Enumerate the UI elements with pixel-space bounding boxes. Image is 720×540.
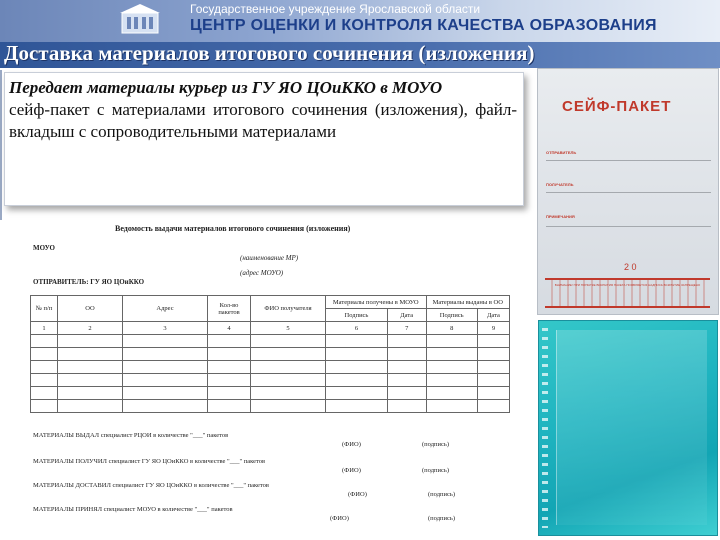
form-title: Ведомость выдачи материалов итогового сочинения (изложения): [115, 224, 351, 233]
table-header-cell: ФИО получателя: [251, 296, 326, 322]
table-header-cell: Материалы выданы в ОО: [426, 296, 510, 309]
signature-fio-label: (ФИО): [348, 491, 367, 498]
safe-bag-field-line: [546, 160, 711, 161]
description-box: [4, 72, 524, 206]
table-number-cell: 3: [123, 322, 208, 335]
table-row: [31, 348, 510, 361]
form-mouo-label: МОУО: [33, 244, 55, 252]
intro-text: Передает материалы курьер из ГУ ЯО ЦОиККО в МОУО: [9, 78, 443, 97]
table-header-cell: Материалы получены в МОУО: [326, 296, 427, 309]
signature-sign-label: (подпись): [428, 491, 455, 498]
safe-bag-number: 2 0: [624, 262, 637, 272]
form-name-mr-label: (наименование МР): [240, 254, 299, 262]
safe-bag-field-line: [546, 192, 711, 193]
form-address-label: (адрес МОУО): [240, 269, 284, 277]
safe-bag-warning-band: [545, 278, 710, 308]
safe-bag-field-label: ПРИМЕЧАНИЯ: [546, 214, 575, 219]
safe-bag-title: СЕЙФ-ПАКЕТ: [562, 98, 672, 115]
safe-bag-warning-text: ВНИМАНИЕ! ПРИ ПОПЫТКЕ ВСКРЫТИЯ ПАКЕТА ПОЯВЛЯЕТСЯ НАДПИСЬ ВСКРЫТИЕ ЗАПРЕЩЕНО: [554, 283, 701, 287]
table-header-cell: Адрес: [123, 296, 208, 322]
signature-line-accepted: МАТЕРИАЛЫ ПРИНЯЛ специалист МОУО в количестве "___" пакетов: [33, 506, 233, 513]
signature-fio-label: (ФИО): [342, 467, 361, 474]
table-number-cell: 6: [326, 322, 388, 335]
file-sleeve-holes: [542, 328, 548, 528]
table-number-cell: 5: [251, 322, 326, 335]
table-subheader-cell: Дата: [477, 309, 509, 322]
table-header-cell: ОО: [58, 296, 123, 322]
table-header-cell: № п/п: [31, 296, 58, 322]
table-number-row: [31, 322, 510, 335]
table-number-cell: 4: [208, 322, 251, 335]
table-subheader-cell: Дата: [387, 309, 426, 322]
signature-sign-label: (подпись): [422, 441, 449, 448]
signature-fio-label: (ФИО): [342, 441, 361, 448]
table-row: [31, 361, 510, 374]
table-number-cell: 2: [58, 322, 123, 335]
issuance-form-document: [30, 222, 520, 527]
safe-bag-field-label: ОТПРАВИТЕЛЬ: [546, 150, 577, 155]
signature-sign-label: (подпись): [428, 515, 455, 522]
org-name: Государственное учреждение Ярославской области: [190, 2, 481, 16]
table-header-row: [31, 296, 510, 309]
left-rule: [0, 70, 2, 220]
file-sleeve-inner: [556, 330, 707, 525]
item-text: сейф-пакет с материалами итогового сочинения (изложения), файл-вкладыш с сопроводительными материалами: [9, 100, 517, 141]
center-name: ЦЕНТР ОЦЕНКИ И КОНТРОЛЯ КАЧЕСТВА ОБРАЗОВАНИЯ: [190, 17, 657, 34]
table-row: [31, 387, 510, 400]
table-row: [31, 374, 510, 387]
table-number-cell: 7: [387, 322, 426, 335]
signature-line-delivered: МАТЕРИАЛЫ ДОСТАВИЛ специалист ГУ ЯО ЦОиККО в количестве "___" пакетов: [33, 482, 269, 489]
signature-line-received: МАТЕРИАЛЫ ПОЛУЧИЛ специалист ГУ ЯО ЦОиККО в количестве "___" пакетов: [33, 458, 266, 465]
table-number-cell: 8: [426, 322, 477, 335]
form-sender-label: ОТПРАВИТЕЛЬ: ГУ ЯО ЦОиККО: [33, 278, 145, 286]
table-row: [31, 400, 510, 413]
building-logo-icon: [118, 3, 162, 35]
signature-sign-label: (подпись): [422, 467, 449, 474]
table-header-cell: Кол-во пакетов: [208, 296, 251, 322]
table-subheader-cell: Подпись: [426, 309, 477, 322]
safe-bag-field-label: ПОЛУЧАТЕЛЬ: [546, 182, 574, 187]
slide-title: Доставка материалов итогового сочинения (изложения): [4, 41, 535, 65]
table-number-cell: 1: [31, 322, 58, 335]
table-number-cell: 9: [477, 322, 509, 335]
signature-line-issued: МАТЕРИАЛЫ ВЫДАЛ специалист РЦОИ в количестве "___" пакетов: [33, 432, 229, 439]
safe-bag-field-line: [546, 226, 711, 227]
signature-fio-label: (ФИО): [330, 515, 349, 522]
table-subheader-cell: Подпись: [326, 309, 388, 322]
form-table: [30, 295, 510, 413]
table-row: [31, 335, 510, 348]
